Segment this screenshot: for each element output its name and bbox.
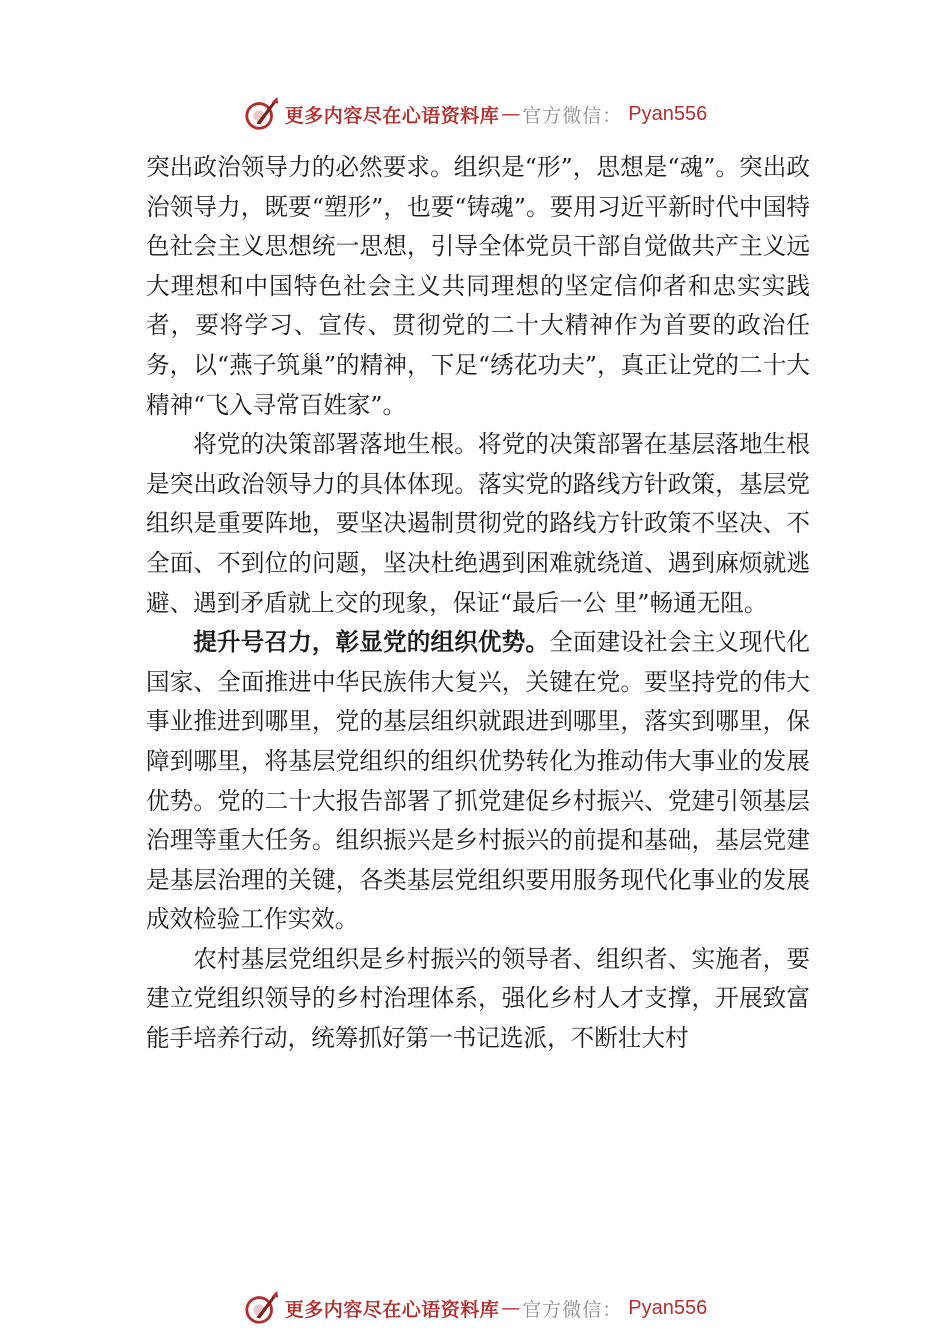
paragraph-2: 将党的决策部署落地生根。将党的决策部署在基层落地生根是突出政治领导力的具体体现。落实党的路线方针政策，基层党组织是重要阵地，要坚决遏制贯彻党的路线方针政策不坚决、不全面、不到位的问题，坚决杜绝遇到困难就绕道、遇到麻烦就逃避、遇到矛盾就上交的现象，保证“最后一公 里”畅通无阻。: [146, 430, 810, 617]
banner-dash: —: [501, 1297, 521, 1319]
header-banner: [0, 92, 950, 136]
paragraph-3: 提升号召力，彰显党的组织优势。全面建设社会主义现代化国家、全面推进中华民族伟大复兴，关键在党。要坚持党的伟大事业推进到哪里，党的基层组织就跟进到哪里，落实到哪里，保障到哪里，将基层党组织的组织优势转化为推动伟大事业的发展优势。党的二十大报告部署了抓党建促乡村振兴、党建引领基层治理等重大任务。组织振兴是乡村振兴的前提和基础，基层党建是基层治理的关键，各类基层党组织要用服务现代化事业的发展成效检验工作实效。: [146, 628, 811, 934]
site-name: 更多内容尽在心语资料库: [284, 1298, 500, 1321]
wechat-id: Pyan556: [628, 102, 708, 125]
quill-logo-icon: [243, 95, 281, 133]
wechat-label: 官方微信：: [522, 1298, 623, 1321]
footer-banner: [0, 1286, 950, 1330]
banner-dash: —: [501, 103, 521, 125]
document-body: [146, 148, 810, 1059]
paragraph-4: 农村基层党组织是乡村振兴的领导者、组织者、实施者，要建立党组织领导的乡村治理体系，强化乡村人才支撑，开展致富能手培养行动，统筹抓好第一书记选派，不断壮大村: [146, 944, 810, 1053]
quill-logo-icon: [243, 1289, 281, 1327]
wechat-label: 官方微信：: [522, 104, 623, 127]
section-heading: 提升号召力，彰显党的组织优势。: [193, 628, 550, 657]
wechat-id: Pyan556: [628, 1296, 708, 1319]
paragraph-1: 突出政治领导力的必然要求。组织是“形”，思想是“魂”。突出政治领导力，既要“塑形”，也要“铸魂”。要用习近平新时代中国特色社会主义思想统一思想，引导全体党员干部自觉做共产主义远大理想和中国特色社会主义共同理想的坚定信仰者和忠实实践者，要将学习、宣传、贯彻党的二十大精神作为首要的政治任务，以“燕子筑巢”的精神，下足“绣花功夫”，真正让党的二十大精神“飞入寻常百姓家”。: [146, 153, 810, 419]
site-name: 更多内容尽在心语资料库: [284, 104, 500, 127]
